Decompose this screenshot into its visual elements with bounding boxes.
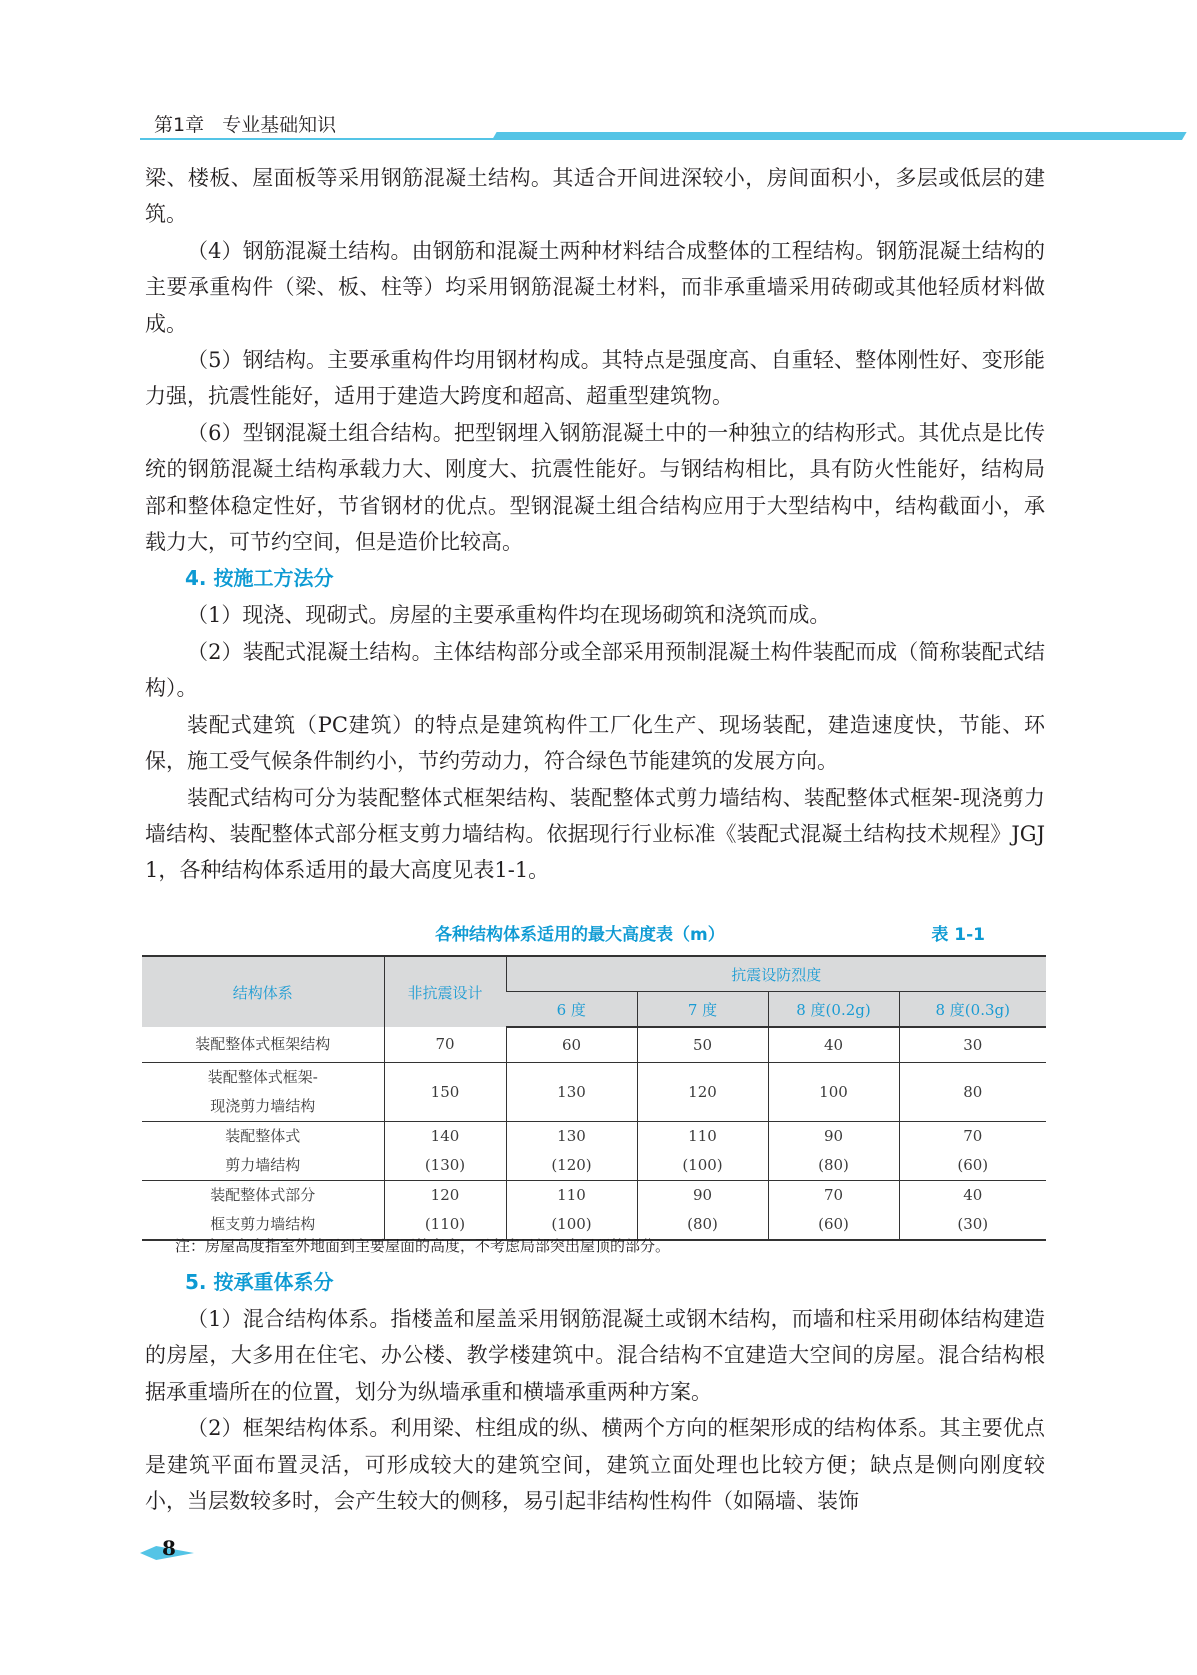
section-heading: 4. 按施工方法分 bbox=[185, 566, 334, 591]
header-seismic-group: 抗震设防烈度 bbox=[506, 956, 1046, 992]
cell-value: 90 bbox=[692, 1186, 713, 1204]
paragraph: （4）钢筋混凝土结构。由钢筋和混凝土两种材料结合成整体的工程结构。钢筋混凝土结构的主要承重构件（梁、板、柱等）均采用钢筋混凝土材料，而非承重墙采用砖砌或其他轻质材料做成。 bbox=[145, 238, 1045, 336]
cell bbox=[384, 1122, 506, 1181]
table-number: 表 1-1 bbox=[931, 925, 985, 945]
cell bbox=[506, 1181, 637, 1241]
cell: 100 bbox=[768, 1063, 899, 1122]
header-non-seismic: 非抗震设计 bbox=[384, 956, 506, 1027]
row-name bbox=[142, 1063, 384, 1122]
header-accent-bar bbox=[492, 132, 1187, 140]
cell-value-alt: (100) bbox=[682, 1156, 723, 1174]
cell bbox=[506, 1122, 637, 1181]
cell bbox=[768, 1122, 899, 1181]
row-name-line: 装配整体式部分 bbox=[210, 1186, 316, 1204]
cell bbox=[637, 1181, 768, 1241]
paragraph: （2）框架结构体系。利用梁、柱组成的纵、横两个方向的框架形成的结构体系。其主要优点是建筑平面布置灵活，可形成较大的建筑空间，建筑立面处理也比较方便；缺点是侧向刚度较小，当层数较多时，会产生较大的侧移，易引起非结构性构件（如隔墙、装饰 bbox=[145, 1416, 1045, 1514]
page-number-label: 8 bbox=[162, 1536, 176, 1560]
paragraph: 装配式结构可分为装配整体式框架结构、装配整体式剪力墙结构、装配整体式框架-现浇剪力墙结构、装配整体式部分框支剪力墙结构。依据现行行业标准《装配式混凝土结构技术规程》JGJ 1，各种结构体系适用的最大高度见表1-1。 bbox=[145, 785, 1045, 883]
cell-value: 110 bbox=[688, 1127, 717, 1145]
paragraph: （1）混合结构体系。指楼盖和屋盖采用钢筋混凝土或钢木结构，而墙和柱采用砌体结构建造的房屋，大多用在住宅、办公楼、教学楼建筑中。混合结构不宜建造大空间的房屋。混合结构根据承重墙所在的位置，划分为纵墙承重和横墙承重两种方案。 bbox=[145, 1307, 1045, 1404]
section-heading: 5. 按承重体系分 bbox=[185, 1270, 334, 1294]
table-row bbox=[142, 1122, 1046, 1181]
cell: 120 bbox=[637, 1063, 768, 1122]
paragraph: （5）钢结构。主要承重构件均用钢材构成。其特点是强度高、自重轻、整体刚性好、变形能力强，抗震性能好，适用于建造大跨度和超高、超重型建筑物。 bbox=[145, 348, 1045, 409]
main-text-continued bbox=[145, 1264, 1045, 1519]
table-row bbox=[142, 1181, 1046, 1241]
cell-value-alt: (130) bbox=[424, 1156, 466, 1174]
page-number bbox=[140, 1538, 194, 1568]
cell-value: 110 bbox=[557, 1186, 586, 1204]
cell-value: 70 bbox=[963, 1127, 983, 1145]
table-title: 各种结构体系适用的最大高度表（m） bbox=[435, 925, 725, 945]
cell bbox=[384, 1181, 506, 1241]
table-row bbox=[142, 1063, 1046, 1122]
header-deg8a: 8 度(0.2g) bbox=[768, 992, 899, 1028]
cell-value: 90 bbox=[823, 1127, 844, 1145]
table-note: 注：房屋高度指室外地面到主要屋面的高度，不考虑局部突出屋顶的部分。 bbox=[175, 1237, 671, 1255]
cell bbox=[899, 1181, 1046, 1241]
row-name-line: 剪力墙结构 bbox=[225, 1156, 301, 1174]
paragraph: 梁、楼板、屋面板等采用钢筋混凝土结构。其适合开间进深较小，房间面积小，多层或低层的建筑。 bbox=[145, 166, 1045, 227]
cell: 40 bbox=[768, 1027, 899, 1063]
table-caption bbox=[145, 918, 1045, 946]
row-name bbox=[142, 1181, 384, 1241]
cell bbox=[899, 1122, 1046, 1181]
chapter-label: 第1章 bbox=[154, 114, 205, 136]
height-table bbox=[142, 955, 1046, 1241]
paragraph: （2）装配式混凝土结构。主体结构部分或全部采用预制混凝土构件装配而成（简称装配式结构）。 bbox=[145, 639, 1045, 701]
cell-value-alt: (60) bbox=[818, 1215, 849, 1233]
cell-value: 140 bbox=[430, 1127, 460, 1145]
row-name-line: 框支剪力墙结构 bbox=[210, 1215, 316, 1233]
cell-value-alt: (120) bbox=[551, 1156, 592, 1174]
header-deg8b: 8 度(0.3g) bbox=[899, 992, 1046, 1028]
cell: 130 bbox=[506, 1063, 637, 1122]
row-name-line: 装配整体式框架- bbox=[207, 1068, 318, 1086]
cell-value-alt: (60) bbox=[957, 1156, 989, 1174]
cell-value-alt: (80) bbox=[818, 1156, 849, 1174]
chapter-title: 专业基础知识 bbox=[222, 114, 337, 136]
cell-value: 70 bbox=[823, 1186, 844, 1204]
header-deg6: 6 度 bbox=[506, 992, 637, 1028]
paragraph: （1）现浇、现砌式。房屋的主要承重构件均在现场砌筑和浇筑而成。 bbox=[187, 603, 831, 628]
cell-value: 40 bbox=[963, 1186, 983, 1204]
paragraph: （6）型钢混凝土组合结构。把型钢埋入钢筋混凝土中的一种独立的结构形式。其优点是比传统的钢筋混凝土结构承载力大、刚度大、抗震性能好。与钢结构相比，具有防火性能好，结构局部和整体稳定性好，节省钢材的优点。型钢混凝土组合结构应用于大型结构中，结构截面小，承载力大，可节约空间，但是造价比较高。 bbox=[145, 420, 1045, 555]
cell bbox=[637, 1122, 768, 1181]
cell-value-alt: (30) bbox=[957, 1215, 989, 1233]
paragraph: 装配式建筑（PC建筑）的特点是建筑构件工厂化生产、现场装配，建造速度快，节能、环保，施工受气候条件制约小，节约劳动力，符合绿色节能建筑的发展方向。 bbox=[145, 712, 1045, 774]
header-deg7: 7 度 bbox=[637, 992, 768, 1028]
cell: 80 bbox=[899, 1063, 1046, 1122]
header-structure: 结构体系 bbox=[142, 956, 384, 1027]
cell-value-alt: (110) bbox=[424, 1215, 466, 1233]
cell-value-alt: (80) bbox=[687, 1215, 718, 1233]
row-name-line: 装配整体式 bbox=[225, 1127, 301, 1145]
cell bbox=[768, 1181, 899, 1241]
cell-value-alt: (100) bbox=[551, 1215, 592, 1233]
main-text bbox=[145, 160, 1045, 889]
cell: 150 bbox=[384, 1063, 506, 1122]
row-name bbox=[142, 1122, 384, 1181]
cell: 50 bbox=[637, 1027, 768, 1063]
running-head bbox=[154, 110, 336, 137]
cell-value: 120 bbox=[430, 1186, 460, 1204]
cell: 60 bbox=[506, 1027, 637, 1063]
table-row bbox=[142, 1027, 1046, 1063]
header-rule bbox=[140, 138, 495, 140]
cell: 70 bbox=[384, 1027, 506, 1063]
page-header bbox=[140, 110, 1040, 140]
row-name: 装配整体式框架结构 bbox=[142, 1027, 384, 1063]
cell: 30 bbox=[899, 1027, 1046, 1063]
cell-value: 130 bbox=[557, 1127, 586, 1145]
row-name-line: 现浇剪力墙结构 bbox=[210, 1097, 316, 1115]
